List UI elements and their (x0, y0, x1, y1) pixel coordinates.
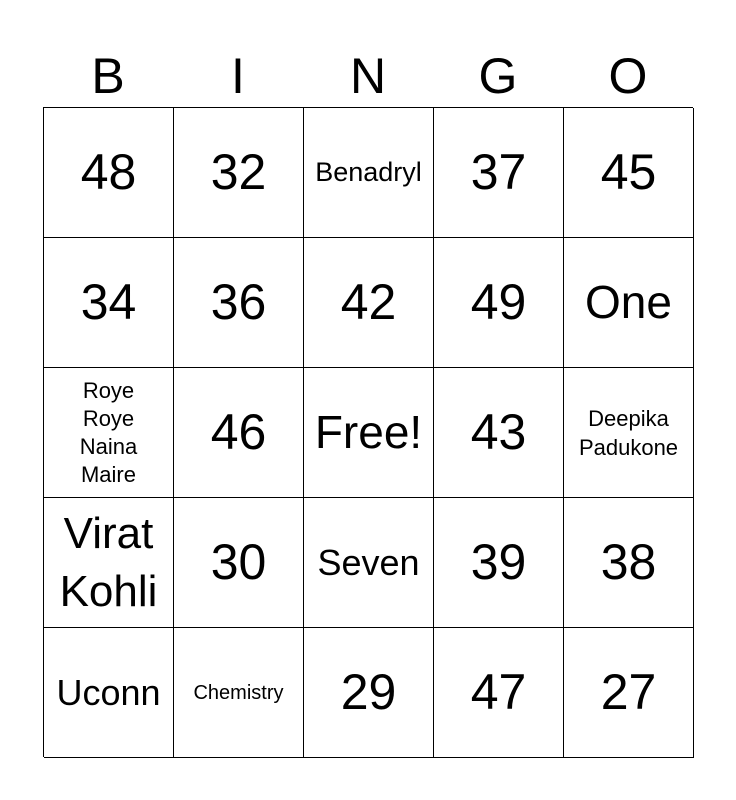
cell-text: Uconn (56, 671, 161, 713)
cell-text: 27 (600, 663, 657, 720)
bingo-cell-r1-c2[interactable] (174, 108, 304, 238)
bingo-cell-r2-c4[interactable] (434, 238, 564, 368)
bingo-cell-r4-c3[interactable] (304, 498, 434, 628)
header-letter-n: N (349, 48, 387, 104)
cell-text: 48 (80, 143, 137, 200)
bingo-cell-r2-c1[interactable] (44, 238, 174, 368)
bingo-cell-r2-c5[interactable] (564, 238, 694, 368)
cell-text: 29 (340, 663, 397, 720)
bingo-cell-r2-c3[interactable] (304, 238, 434, 368)
bingo-cell-r4-c2[interactable] (174, 498, 304, 628)
bingo-cell-r3-c3[interactable] (304, 368, 434, 498)
bingo-cell-r5-c1[interactable] (44, 628, 174, 758)
cell-text: 30 (210, 533, 267, 590)
bingo-cell-r3-c4[interactable] (434, 368, 564, 498)
cell-text: 42 (340, 273, 397, 330)
bingo-cell-r1-c5[interactable] (564, 108, 694, 238)
cell-text: Seven (317, 541, 420, 583)
bingo-cell-r3-c5[interactable] (564, 368, 694, 498)
bingo-header (43, 44, 693, 108)
bingo-cell-r1-c3[interactable] (304, 108, 434, 238)
cell-text: 39 (470, 533, 527, 590)
cell-text: Chemistry (193, 681, 284, 704)
cell-text: 36 (210, 273, 267, 330)
cell-text: 34 (80, 273, 137, 330)
header-letter-o: O (608, 48, 648, 104)
bingo-cell-r3-c2[interactable] (174, 368, 304, 498)
cell-text: 37 (470, 143, 527, 200)
cell-text: Roye Roye Naina Maire (79, 377, 138, 487)
bingo-cell-r2-c2[interactable] (174, 238, 304, 368)
bingo-cell-r5-c2[interactable] (174, 628, 304, 758)
cell-text: 38 (600, 533, 657, 590)
bingo-cell-r5-c5[interactable] (564, 628, 694, 758)
header-letter-g: G (478, 48, 518, 104)
cell-text: Benadryl (315, 157, 422, 188)
bingo-cell-r4-c4[interactable] (434, 498, 564, 628)
bingo-cell-r1-c1[interactable] (44, 108, 174, 238)
cell-text: 32 (210, 143, 267, 200)
cell-text: 45 (600, 143, 657, 200)
header-letter-i: I (231, 48, 245, 104)
bingo-cell-r4-c1[interactable] (44, 498, 174, 628)
bingo-cell-r1-c4[interactable] (434, 108, 564, 238)
bingo-cell-r4-c5[interactable] (564, 498, 694, 628)
bingo-cell-r5-c4[interactable] (434, 628, 564, 758)
cell-text: 46 (210, 403, 267, 460)
cell-text: 47 (470, 663, 527, 720)
bingo-cell-r5-c3[interactable] (304, 628, 434, 758)
bingo-board (43, 107, 693, 757)
cell-text: Deepika Padukone (578, 405, 679, 460)
cell-text: 43 (470, 403, 527, 460)
cell-text: Virat Kohli (59, 508, 158, 616)
free-space: Free! (314, 405, 423, 458)
bingo-cell-r3-c1[interactable] (44, 368, 174, 498)
header-letter-b: B (91, 48, 125, 104)
cell-text: One (585, 275, 672, 328)
cell-text: 49 (470, 273, 527, 330)
